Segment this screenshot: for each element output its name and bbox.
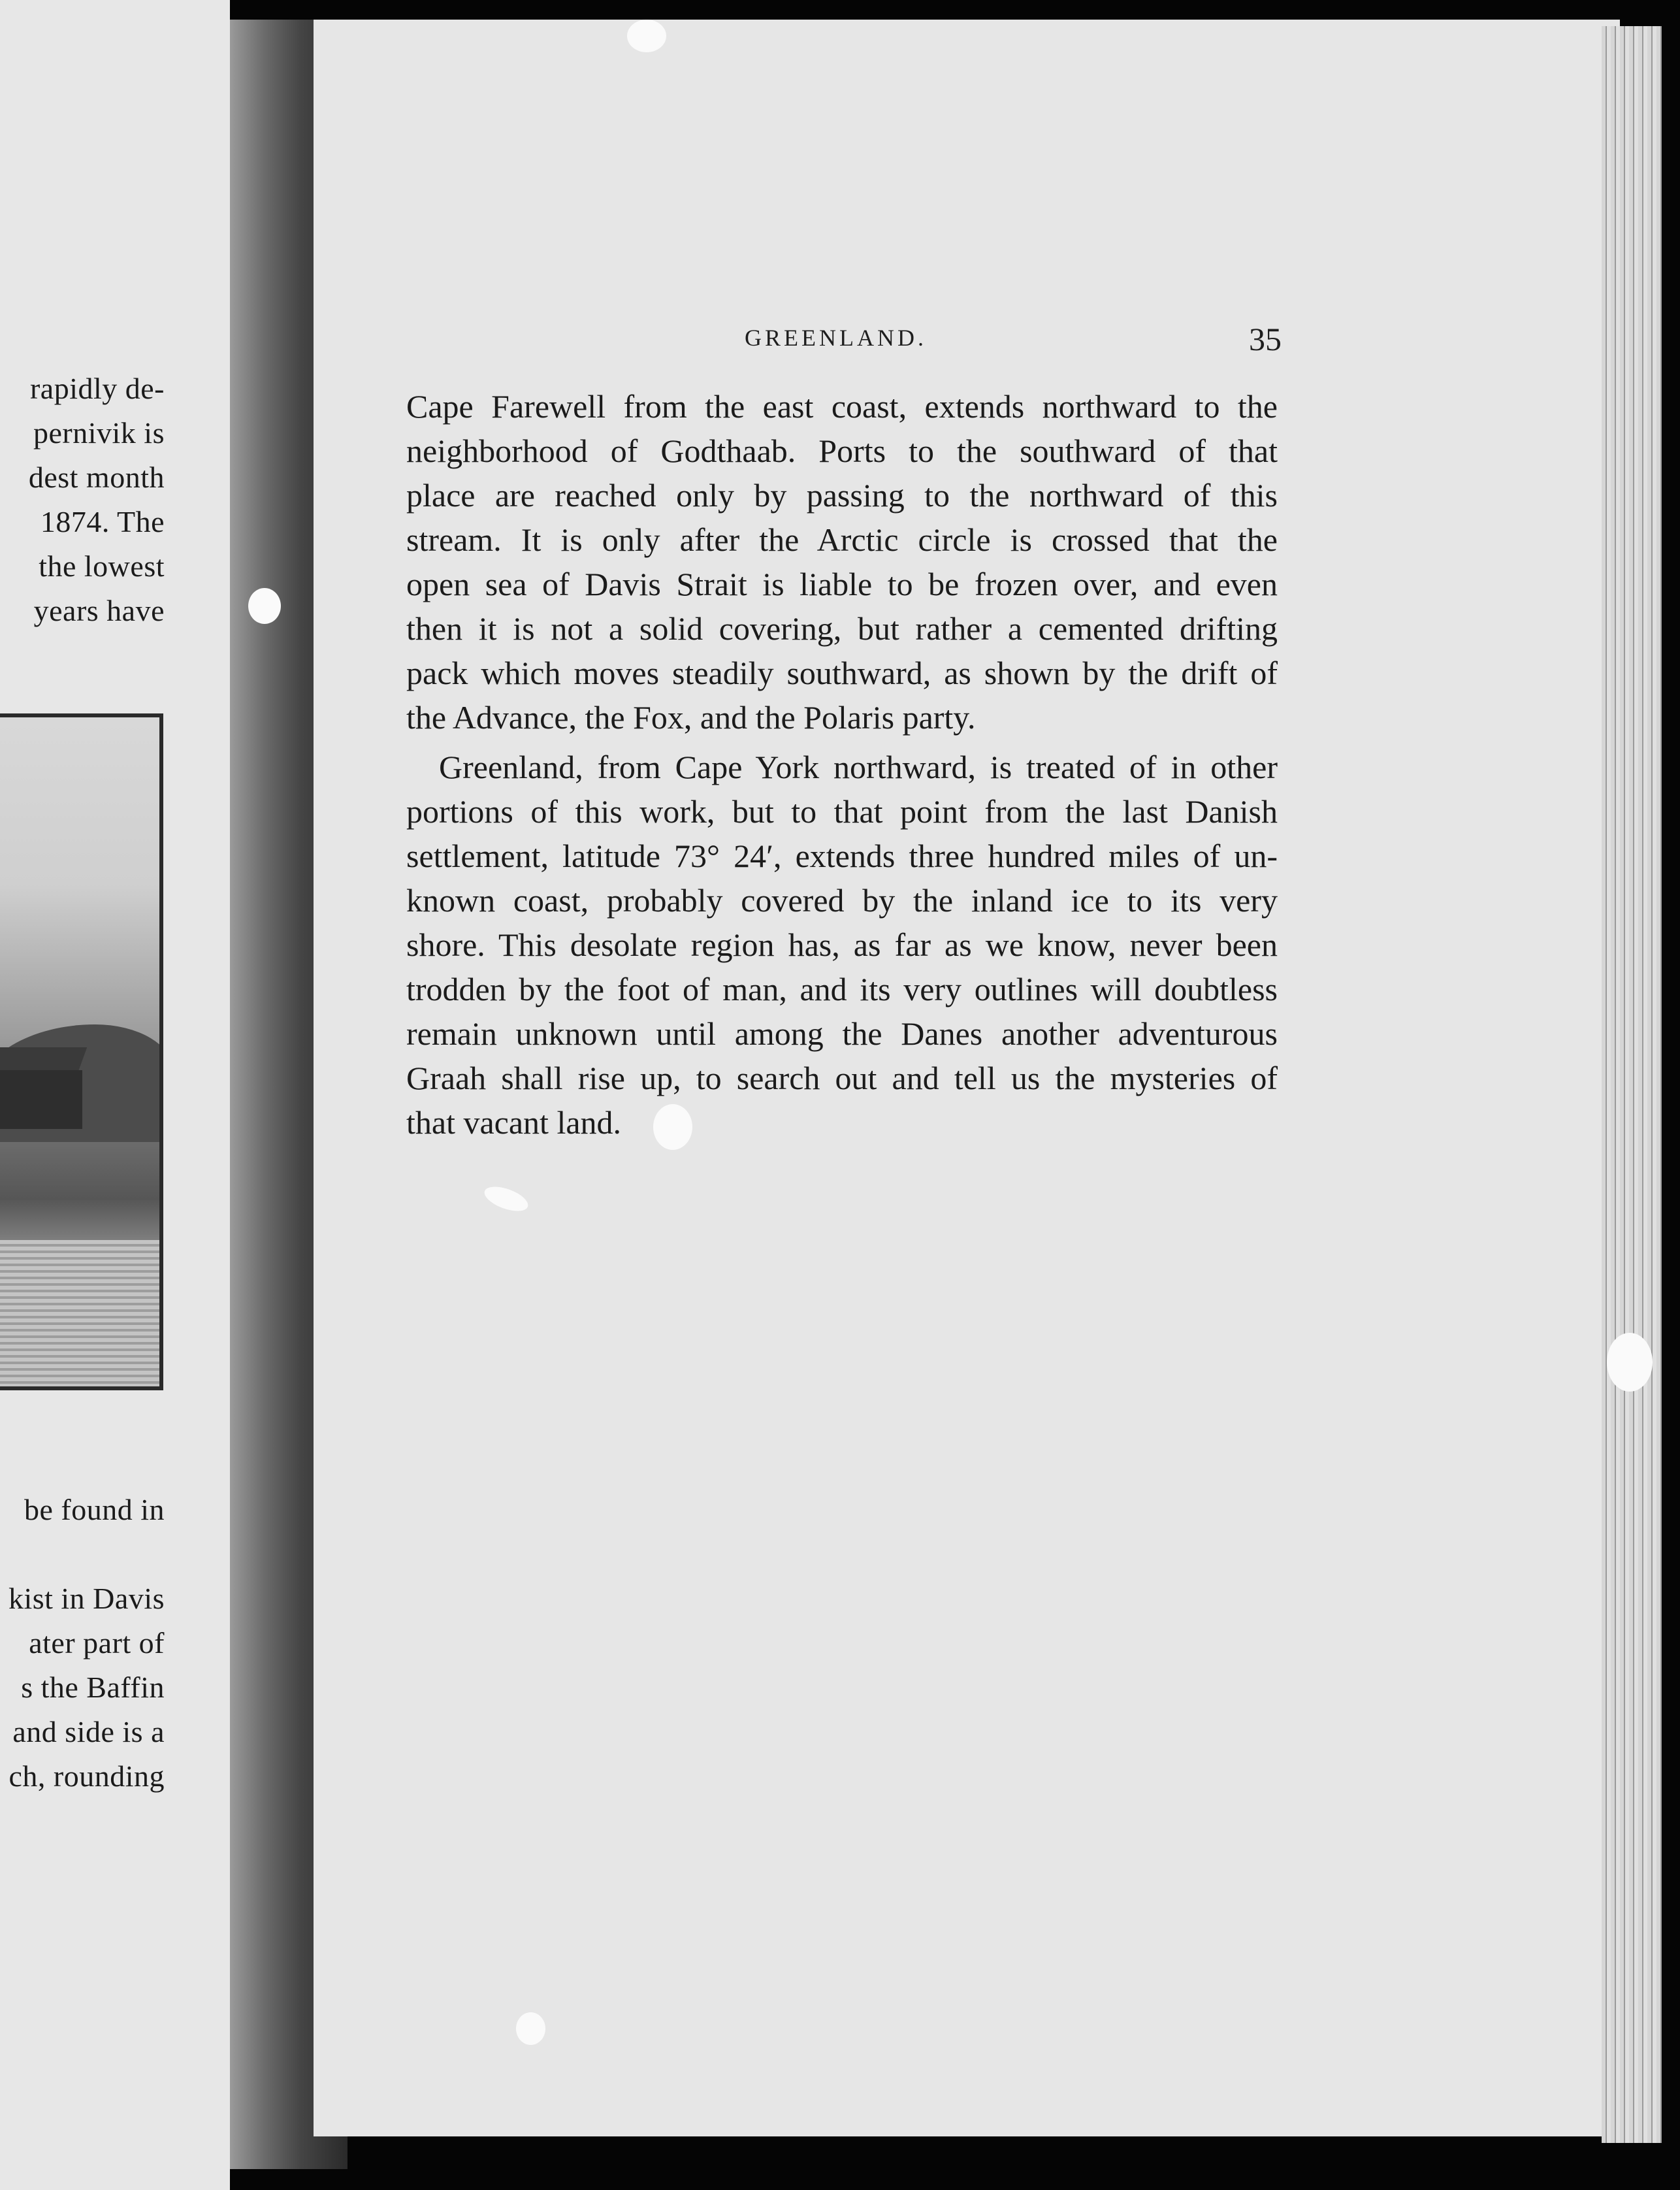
paragraph2-line: remain unknown until among the Danes another adventurous [406, 1015, 1278, 1052]
paragraph2-line: Greenland, from Cape York northward, is treated of in other [439, 749, 1278, 785]
paragraph2-line: portions of this work, but to that point from the last Danish [406, 793, 1278, 830]
paragraph1-line: the Advance, the Fox, and the Polaris party. [406, 699, 976, 736]
left-text-line: be found in [24, 1493, 165, 1526]
left-text-line: s the Baffin [21, 1671, 165, 1704]
left-text-line: and side is a [12, 1715, 165, 1748]
left-text-line: dest month [28, 461, 165, 494]
illustration-house [0, 1070, 82, 1129]
page-number: 35 [1249, 321, 1282, 357]
paragraph2-line: settlement, latitude 73° 24′, extends three hundred miles of un- [406, 838, 1278, 874]
left-text-line: pernivik is [33, 416, 165, 449]
engraving-illustration [0, 713, 163, 1390]
left-page [0, 0, 230, 2190]
paragraph2-line: that vacant land. [406, 1104, 622, 1141]
page-edges [1602, 26, 1662, 2143]
paragraph1-line: pack which moves steadily southward, as shown by the drift of [406, 655, 1278, 691]
left-text-line: 1874. The [40, 505, 165, 538]
left-text-line: rapidly de- [29, 372, 165, 405]
paragraph2-line: known coast, probably covered by the inland ice to its very [406, 882, 1278, 919]
scan-speck [1607, 1333, 1653, 1392]
paragraph1-line: stream. It is only after the Arctic circle is crossed that the [406, 521, 1278, 558]
illustration-water [0, 1240, 163, 1390]
paragraph1-line: Cape Farewell from the east coast, extends northward to the [406, 388, 1278, 425]
scan-speck [248, 588, 281, 624]
scan-speck [653, 1104, 692, 1150]
paragraph1-line: neighborhood of Godthaab. Ports to the southward of that [406, 433, 1278, 469]
paragraph2-line: shore. This desolate region has, as far as we know, never been [406, 926, 1278, 963]
paragraph1-line: open sea of Davis Strait is liable to be frozen over, and even [406, 566, 1278, 602]
paragraph1-line: place are reached only by passing to the northward of this [406, 477, 1278, 514]
paragraph2-line: trodden by the foot of man, and its very outlines will doubtless [406, 971, 1278, 1007]
paragraph1-line: then it is not a solid covering, but rather a cemented drifting [406, 610, 1278, 647]
left-text-line: ch, rounding [8, 1759, 165, 1793]
paragraph2-line: Graah shall rise up, to search out and tell us the mysteries of [406, 1060, 1278, 1096]
left-text-line: kist in Davis [8, 1582, 165, 1615]
illustration-roof [0, 1047, 87, 1073]
left-text-line: ater part of [29, 1626, 165, 1659]
left-text-line: years have [33, 594, 165, 627]
scan-speck [627, 20, 666, 52]
scan-speck [516, 2012, 545, 2045]
left-text-line: the lowest [39, 549, 165, 583]
running-head: GREENLAND. [745, 325, 927, 351]
